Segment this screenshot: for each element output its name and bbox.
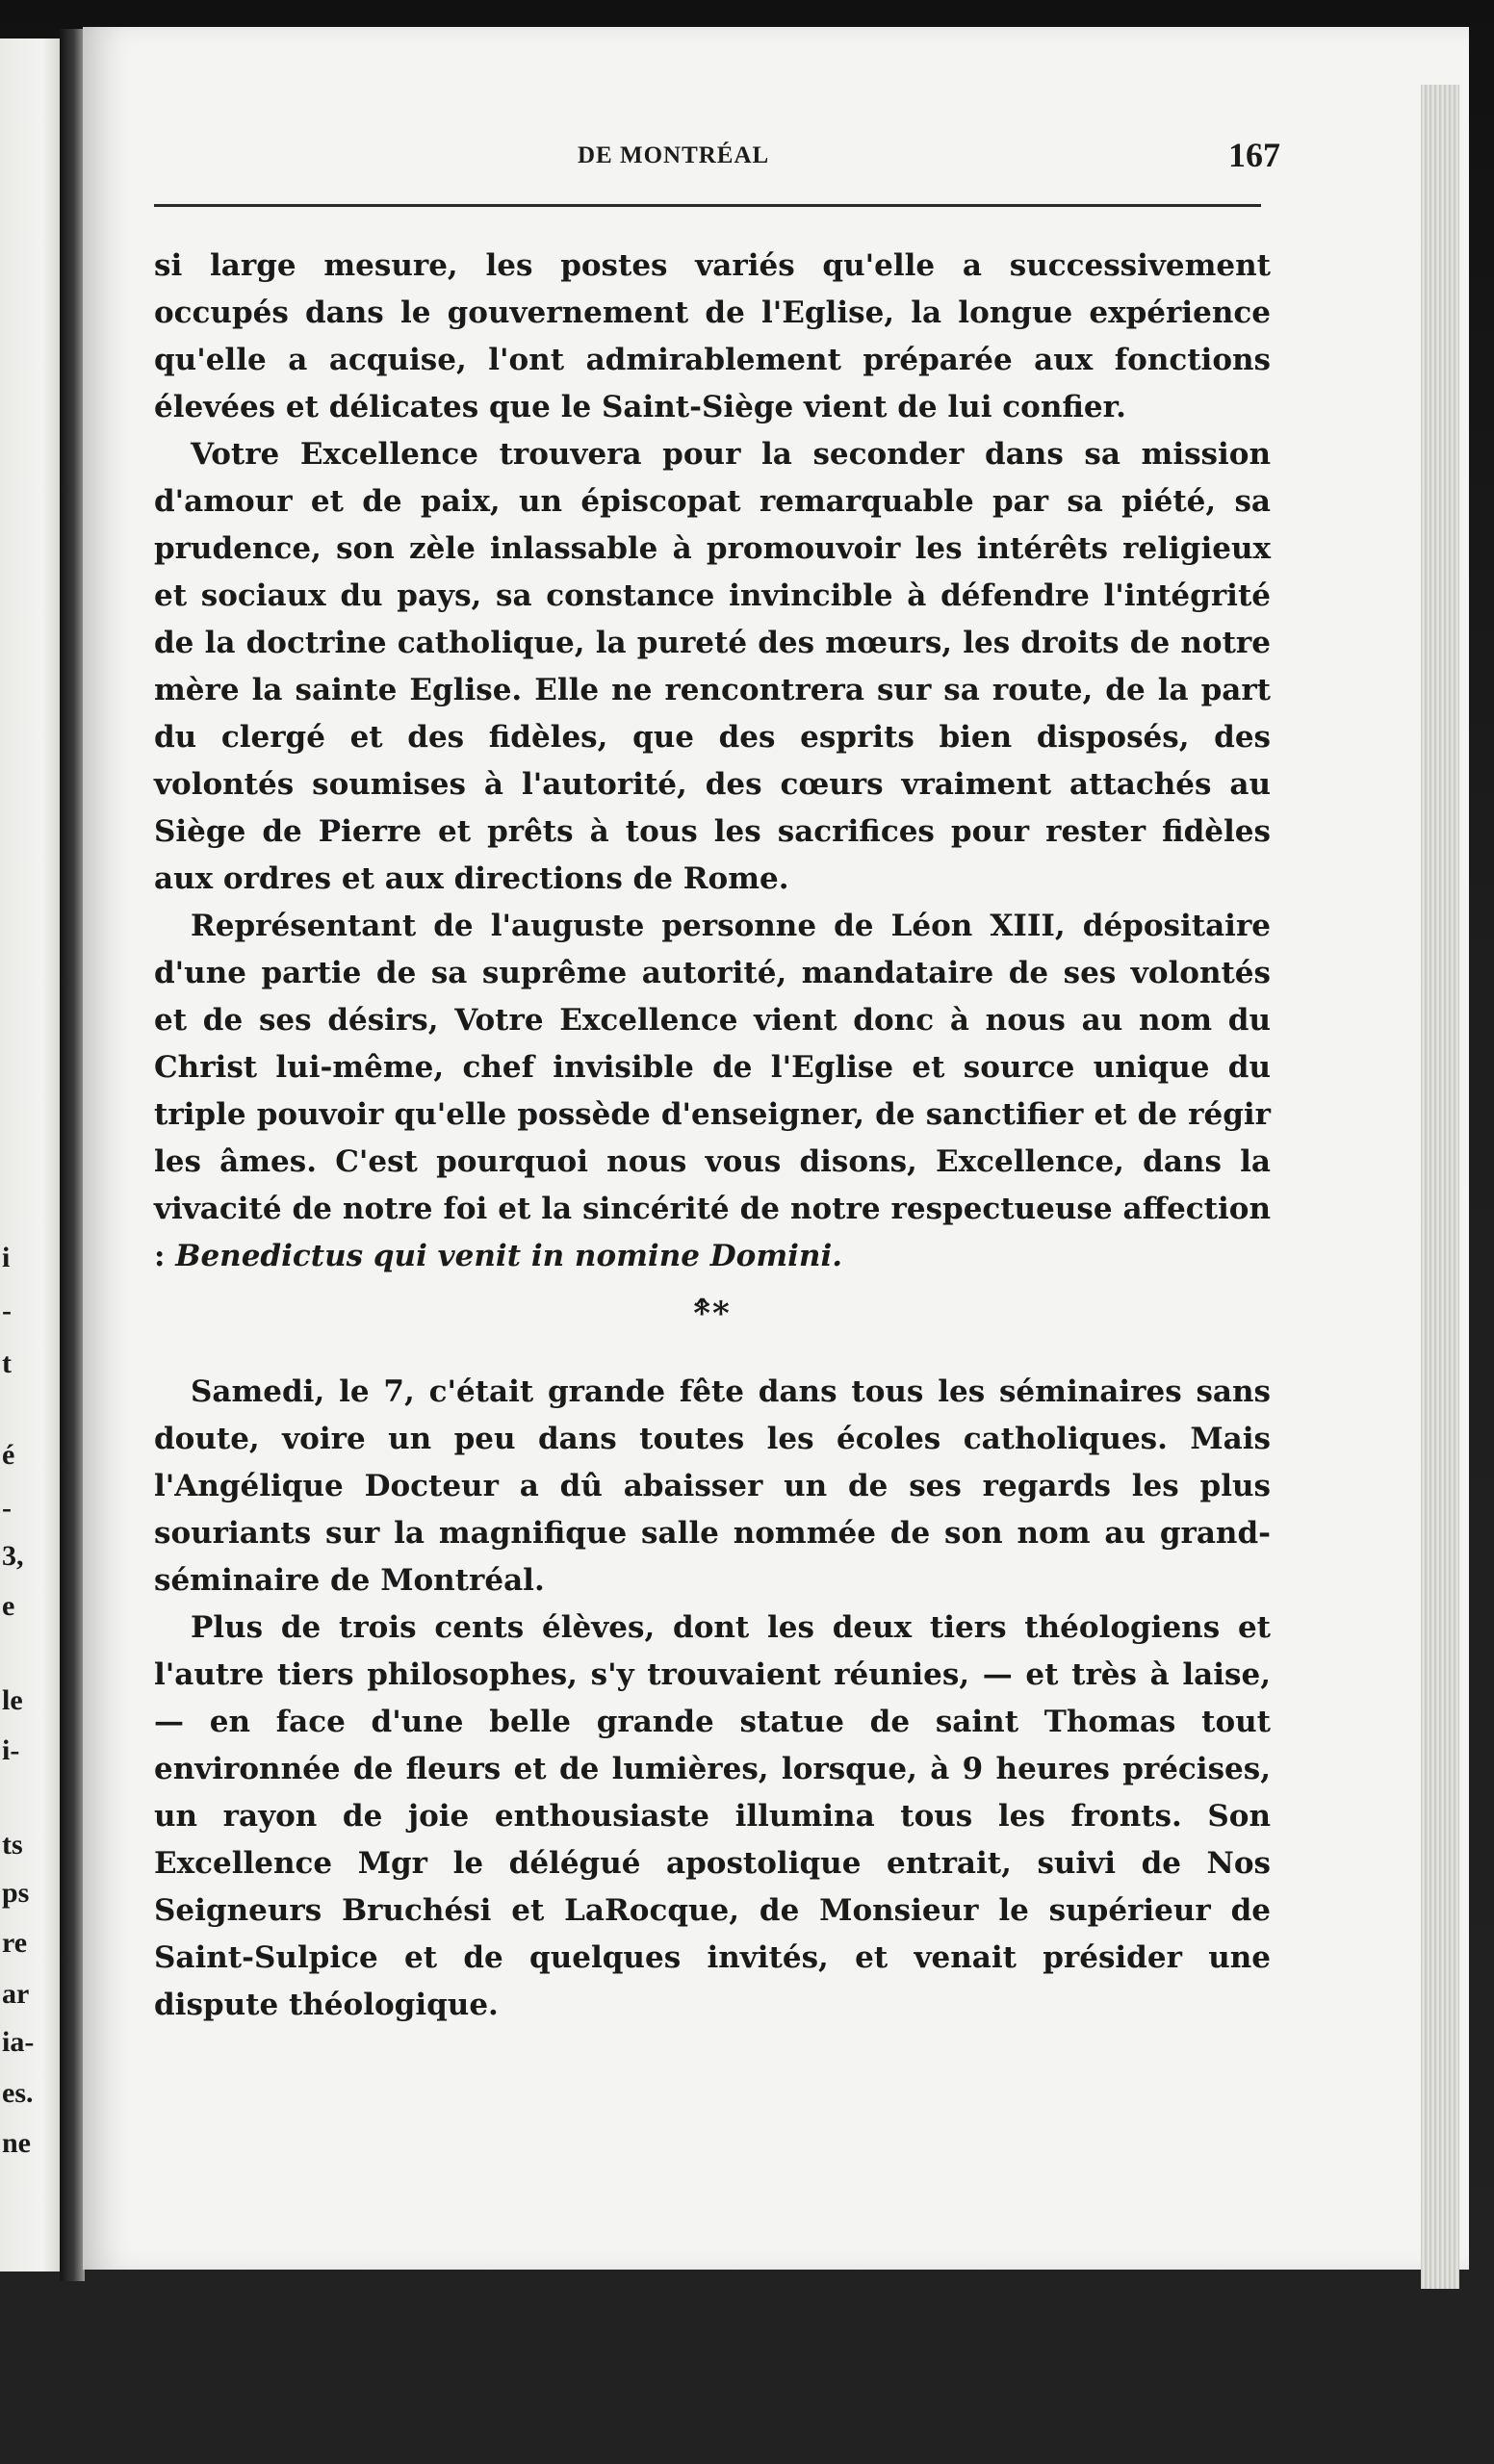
paragraph: Votre Excellence trouvera pour la seconder dans sa mission d'amour et de paix, un épiscopat remarquable par sa piété, sa prudence, son zèle inlassable à promouvoir les intérêts religieux et sociaux du pays, sa constance invincible à défendre l'intégrité de la doctrine catholique, la pureté des mœurs, les droits de notre mère la sainte Eglise. Elle ne rencontrera sur sa route, de la part du clergé et des fidèles, que des esprits bien disposés, des volontés soumises à l'autorité, des cœurs vraiment attachés au Siège de Pierre et prêts à tous les sacrifices pour rester fidèles aux ordres et aux directions de Rome. (154, 437, 1271, 896)
left-fragment: ne (2, 2127, 31, 2159)
left-fragment: re (2, 1927, 28, 1959)
running-head: DE MONTRÉAL (578, 142, 770, 168)
left-fragment: i (2, 1242, 11, 1273)
left-fragment: i- (2, 1734, 20, 1766)
left-fragment: ar (2, 1978, 30, 2010)
latin-quotation: Benedictus qui venit in nomine Domini. (175, 1239, 843, 1273)
paragraph: si large mesure, les postes variés qu'elle a successivement occupés dans le gouvernement de l'Eglise, la longue expérience qu'elle a acquise, l'ont admirablement préparée aux fonctions élevées et délicates que le Saint-Siège vient de lui confier. (154, 248, 1271, 424)
header-rule (154, 204, 1261, 207)
left-fragment: - (2, 1295, 12, 1326)
left-fragment: ps (2, 1877, 30, 1909)
page-number: 167 (1228, 136, 1280, 174)
left-fragment: ia- (2, 2026, 35, 2058)
left-fragment: t (2, 1348, 12, 1379)
paragraph-text: Représentant de l'auguste personne de Léon XIII, dépositaire d'une partie de sa suprême autorité, mandataire de ses volontés et de ses désirs, Votre Excellence vient donc à nous au nom du Christ lui-même, chef invisible de l'Eglise et source unique du triple pouvoir qu'elle possède d'enseigner, de sanctifier et de régir les âmes. C'est pourquoi nous vous disons, Excellence, dans la vivacité de notre foi et la sincérité de notre respectueuse affection : (154, 909, 1271, 1273)
paragraph: Samedi, le 7, c'était grande fête dans tous les séminaires sans doute, voire un peu dans toutes les écoles catholiques. Mais l'Angélique Docteur a dû abaisser un de ses regards les plus souriants sur la magnifique salle nommée de son nom au grand-séminaire de Montréal. (154, 1374, 1271, 1598)
left-fragment: le (2, 1684, 23, 1716)
left-fragment: es. (2, 2077, 34, 2109)
left-fragment: é (2, 1439, 15, 1471)
left-fragment: e (2, 1590, 15, 1622)
paragraph: Plus de trois cents élèves, dont les deux tiers théologiens et l'autre tiers philosophes, s'y trouvaient réunies, — et très à laise, — en face d'une belle grande statue de saint Thomas tout environnée de fleurs et de lumières, lorsque, à 9 heures précises, un rayon de joie enthousiaste illumina tous les fronts. Son Excellence Mgr le délégué apostolique entrait, suivi de Nos Seigneurs Bruchési et LaRocque, de Monsieur le supérieur de Saint-Sulpice et de quelques invités, et venait présider une dispute théologique. (154, 1610, 1271, 2022)
page-header (154, 106, 1280, 174)
previous-page-edge (0, 38, 60, 2272)
body-text (154, 243, 1271, 2029)
page-block-edge (1421, 85, 1459, 2289)
left-fragment: - (2, 1492, 12, 1524)
section-separator: *̂* (693, 1295, 732, 1333)
left-fragment: 3, (2, 1540, 24, 1572)
left-fragment: ts (2, 1829, 23, 1861)
book-gutter (60, 29, 85, 2281)
paragraph (154, 903, 1271, 1280)
